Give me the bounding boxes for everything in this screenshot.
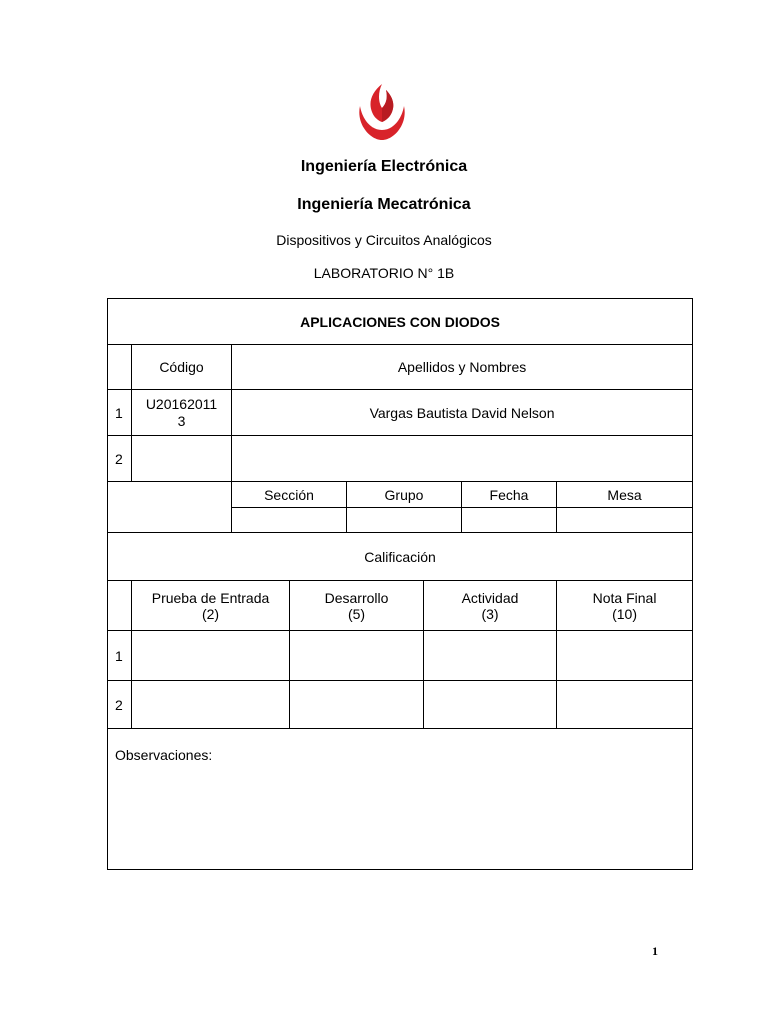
grade-header-points: (5): [347, 605, 366, 622]
grade-header-entry: [132, 581, 290, 631]
faculty-title-1: Ingeniería Electrónica: [300, 158, 468, 175]
student-row: [108, 436, 693, 482]
grade-row-num: 1: [108, 631, 132, 681]
table-header: Mesa: [557, 482, 693, 508]
grade-header-development: [290, 581, 424, 631]
student-code-cell: [132, 390, 232, 436]
grade-entry-cell: [132, 681, 290, 729]
observations-box: [108, 729, 693, 870]
student-row: [108, 390, 693, 436]
upc-flame-logo-icon: [350, 78, 414, 144]
form-title: APLICACIONES CON DIODOS: [108, 299, 693, 345]
student-code: [132, 436, 232, 482]
meta-blank-cell: [108, 482, 232, 533]
student-code-line2: 3: [177, 412, 186, 429]
date-header: Fecha: [462, 482, 557, 508]
grade-activity-cell: [424, 631, 557, 681]
student-name: Vargas Bautista David Nelson: [232, 390, 693, 436]
grade-development-cell: [290, 631, 424, 681]
group-value: [347, 508, 462, 533]
grade-row: [108, 631, 693, 681]
group-header: Grupo: [347, 482, 462, 508]
grade-row: [108, 681, 693, 729]
grade-header-points: (10): [612, 605, 637, 622]
names-header: Apellidos y Nombres: [232, 345, 693, 390]
student-num: 1: [108, 390, 132, 436]
course-name: Dispositivos y Circuitos Analógicos: [276, 232, 492, 248]
code-header: Código: [132, 345, 232, 390]
grade-header-points: (2): [201, 605, 220, 622]
student-code: [146, 396, 217, 430]
university-logo: [350, 78, 414, 144]
student-num-header: [108, 345, 132, 390]
page-number: 1: [652, 944, 658, 958]
grade-header-label: Actividad: [461, 589, 519, 606]
lab-number: LABORATORIO N° 1B: [313, 265, 455, 281]
section-header: Sección: [232, 482, 347, 508]
student-num: 2: [108, 436, 132, 482]
section-value: [232, 508, 347, 533]
grade-header-label: Prueba de Entrada: [151, 589, 270, 606]
grade-entry-cell: [132, 631, 290, 681]
grade-development-cell: [290, 681, 424, 729]
grade-row-num: 2: [108, 681, 132, 729]
grade-header-label: Desarrollo: [324, 589, 389, 606]
observations-label: Observaciones:: [115, 747, 213, 763]
grade-header-label: Nota Final: [592, 589, 657, 606]
grade-header-activity: [424, 581, 557, 631]
lab-cover-form: [107, 298, 693, 870]
student-code-line1: U20162011: [145, 395, 218, 412]
grade-activity-cell: [424, 681, 557, 729]
grade-final-cell: [557, 631, 693, 681]
date-value: [462, 508, 557, 533]
grade-final-cell: [557, 681, 693, 729]
faculty-title-2: Ingeniería Mecatrónica: [297, 196, 471, 213]
grade-header-final: [557, 581, 693, 631]
table-value: [557, 508, 693, 533]
student-name: [232, 436, 693, 482]
grading-title: Calificación: [108, 533, 693, 581]
grade-header-points: (3): [481, 605, 499, 622]
grade-num-header: [108, 581, 132, 631]
